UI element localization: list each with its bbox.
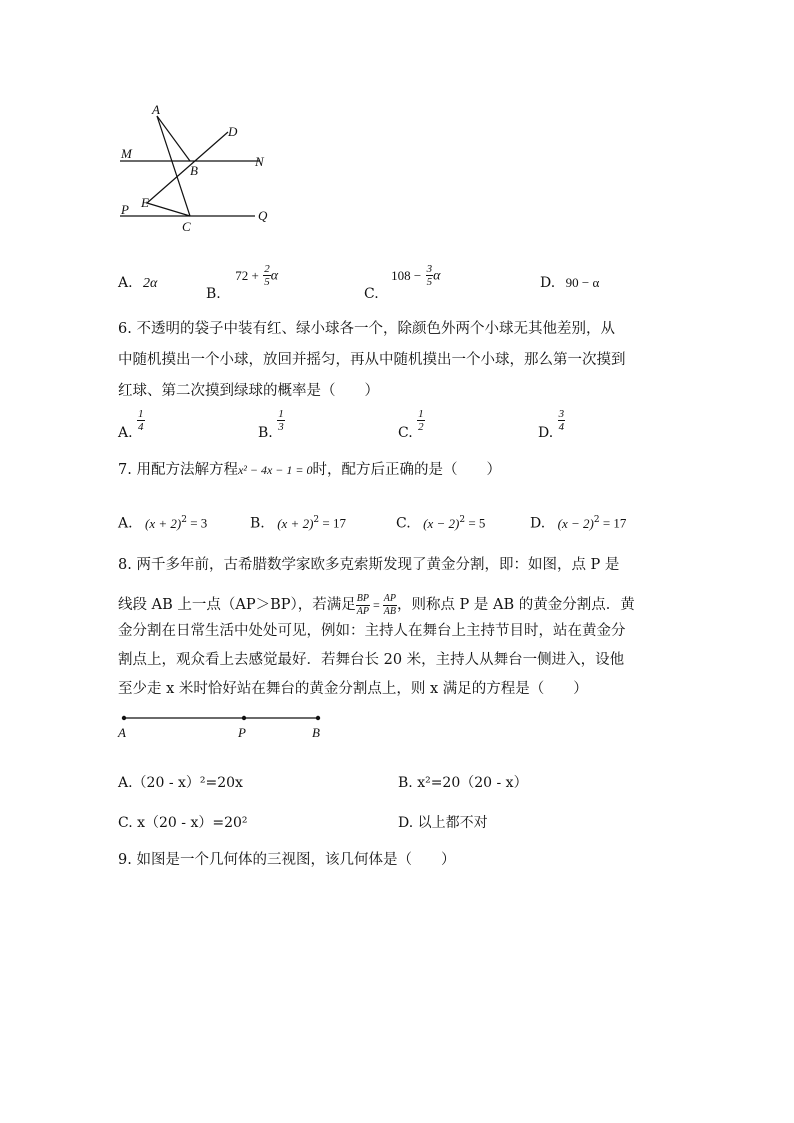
label-m: M [121, 146, 132, 161]
option-letter: C. [398, 424, 413, 441]
q5-option-c [364, 263, 441, 302]
q7-prefix: 7. 用配方法解方程 [118, 462, 238, 478]
option-letter: D. [540, 275, 556, 291]
segment-figure [112, 708, 332, 744]
option-letter: B. [250, 515, 265, 532]
point-p [242, 716, 246, 720]
option-base: (x − 2) [557, 515, 594, 531]
point-a [122, 716, 126, 720]
q6-line-2: 中随机摸出一个小球，放回并摇匀，再从中随机摸出一个小球，那么第一次摸到 [118, 352, 626, 368]
q7-stem [118, 455, 501, 486]
label-seg-b: B [312, 725, 320, 740]
option-base: (x − 2) [423, 515, 460, 531]
option-letter: B. [258, 424, 273, 441]
q6-option-c [398, 408, 425, 441]
option-base: (x + 2) [145, 515, 182, 531]
q7-option-a [118, 510, 207, 534]
q7-option-c [396, 510, 485, 534]
q6-line-1: 6. 不透明的袋子中装有红、绿小球各一个，除颜色外两个小球无其他差别，从 [118, 321, 615, 337]
option-exponent: 2 [181, 515, 187, 525]
q8-option-c: C. x（20 - x）=20² [118, 815, 248, 831]
label-p: P [121, 202, 129, 217]
option-base: (x + 2) [277, 515, 314, 531]
label-q: Q [258, 208, 268, 223]
option-rest: = 17 [319, 515, 346, 531]
q8-line-3: 金分割在日常生活中处处可见，例如：主持人在舞台上主持节目时，站在黄金分 [118, 623, 626, 639]
label-b: B [190, 163, 198, 178]
q7-equation: x² − 4x − 1 = 0 [237, 463, 313, 477]
segment-ab [157, 116, 190, 161]
option-prefix: 72 + [235, 267, 259, 283]
option-rest: = 17 [599, 515, 627, 531]
option-suffix: α [270, 268, 279, 284]
option-exponent: 2 [593, 515, 600, 525]
q8-line-4: 割点上，观众看上去感觉最好．若舞台长 20 米，主持人从舞台一侧进入，设他 [118, 652, 625, 668]
q5-option-a [118, 273, 157, 294]
q6-stem [118, 314, 626, 407]
option-value: 2α [143, 276, 158, 291]
fraction: $\frac{1}{4}$ [138, 408, 144, 433]
q8-option-a: A.（20 - x）²=20x [118, 775, 243, 791]
segment-ec [147, 203, 190, 216]
option-letter: D. [538, 424, 554, 441]
segment-ac [157, 116, 190, 216]
q8-line-5: 至少走 x 米时恰好站在舞台的黄金分割点上，则 x 满足的方程是（ ） [118, 681, 588, 697]
q7-option-b [250, 510, 346, 534]
option-letter: A. [118, 515, 133, 532]
ray-ed [147, 132, 228, 203]
label-e: E [141, 195, 149, 210]
q5-option-b [206, 263, 279, 302]
q9-stem: 9. 如图是一个几何体的三视图，该几何体是（ ） [118, 852, 456, 868]
point-b [316, 716, 320, 720]
equals-sign: = [372, 598, 380, 612]
fraction: $\frac{1}{2}$ [418, 408, 424, 433]
q6-line-3: 红球、第二次摸到绿球的概率是（ ） [118, 383, 379, 399]
q6-option-b [258, 408, 285, 441]
fraction: $\frac{2}{5}$ [264, 263, 270, 288]
option-letter: C. [396, 515, 411, 532]
option-letter: C. [364, 285, 379, 302]
q6-option-d [538, 408, 565, 441]
label-a: A [152, 102, 160, 117]
fraction-bp-ap: $\frac{BP}{AP}$ [356, 592, 369, 617]
option-exponent: 2 [459, 515, 466, 525]
fraction-ap-ab: $\frac{AP}{AB}$ [383, 592, 396, 617]
q8-line-2-suffix: ，则称点 P 是 AB 的黄金分割点．黄 [396, 597, 635, 613]
fraction: $\frac{3}{5}$ [426, 263, 433, 288]
option-value: 90 − α [565, 275, 600, 290]
option-letter: A. [118, 275, 133, 291]
q8-option-b: B. x²=20（20 - x） [398, 775, 528, 791]
option-exponent: 2 [313, 515, 320, 525]
label-n: N [255, 154, 264, 169]
label-d: D [228, 124, 238, 139]
option-prefix: 108 − [391, 267, 422, 283]
fraction: $\frac{1}{3}$ [278, 408, 284, 433]
option-suffix: α [433, 268, 441, 284]
option-rest: = 3 [186, 515, 208, 531]
option-letter: A. [118, 424, 133, 441]
q5-option-d [540, 273, 599, 293]
fraction: $\frac{3}{4}$ [558, 408, 565, 433]
q6-option-a [118, 408, 145, 441]
option-letter: D. [530, 515, 546, 532]
label-seg-p: P [238, 725, 246, 740]
label-seg-a: A [118, 725, 126, 740]
option-letter: B. [206, 285, 221, 302]
label-c: C [182, 219, 191, 234]
geometry-figure [110, 95, 290, 240]
q8-line-2-prefix: 线段 AB 上一点（AP＞BP），若满足 [118, 597, 356, 613]
q7-suffix: 时，配方后正确的是（ ） [312, 462, 501, 478]
option-rest: = 5 [465, 515, 486, 531]
q8-option-d: D. 以上都不对 [398, 815, 488, 831]
q8-line-1: 8. 两千多年前，古希腊数学家欧多克索斯发现了黄金分割，即：如图，点 P 是 [118, 557, 620, 573]
q7-option-d [530, 510, 626, 534]
